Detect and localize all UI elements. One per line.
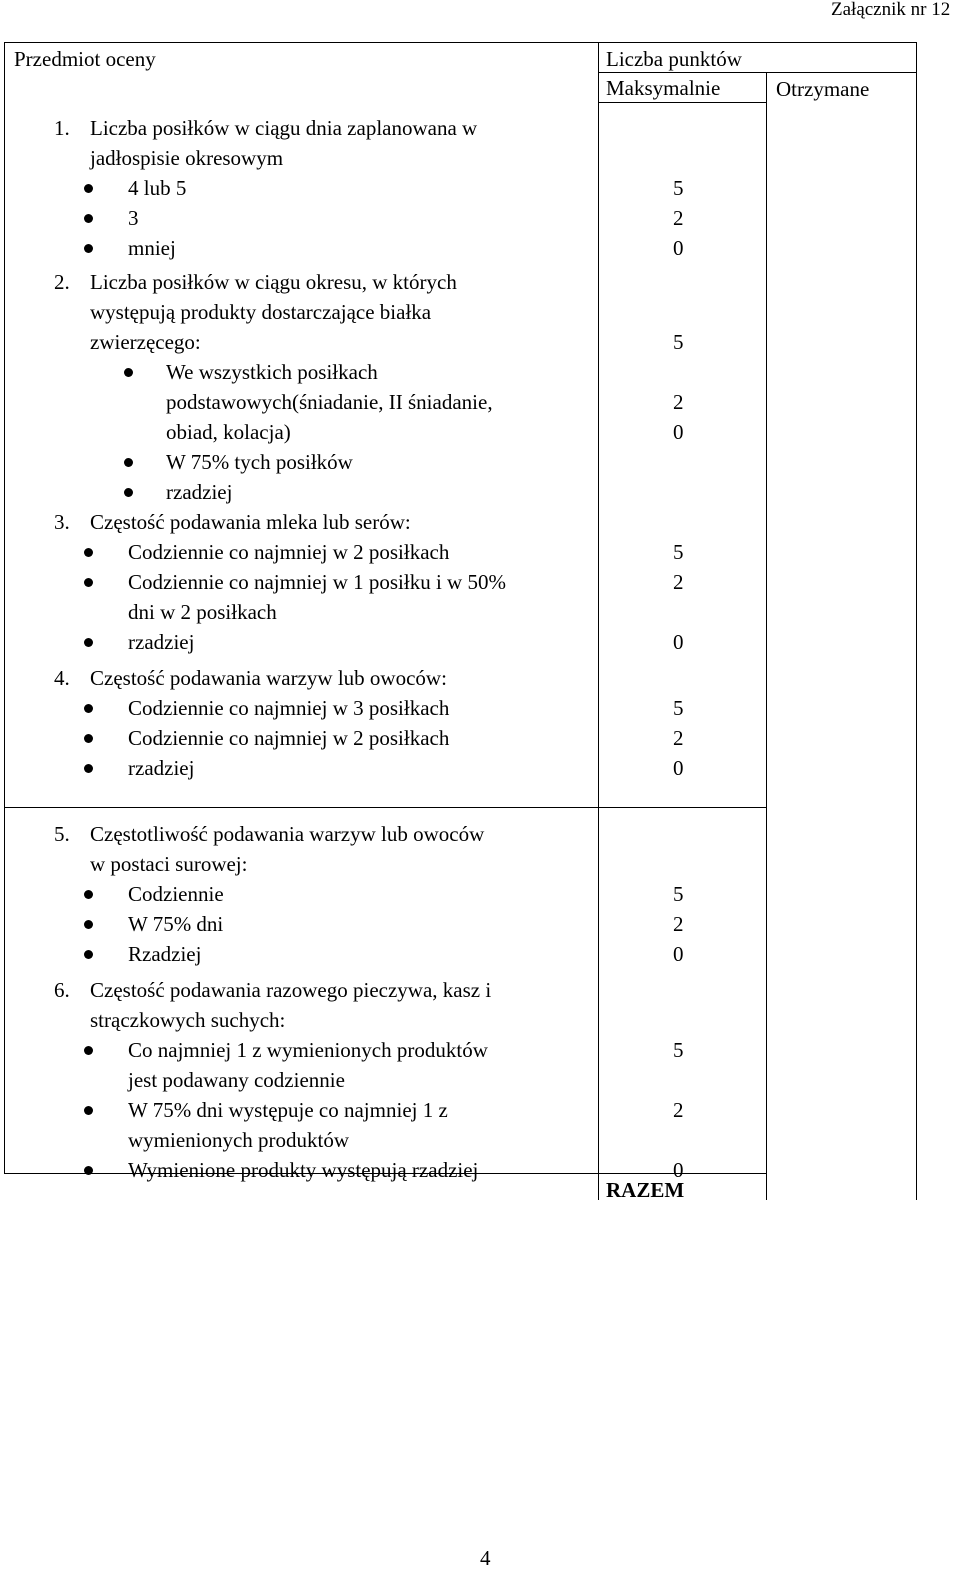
max-points: 2 xyxy=(673,570,684,594)
header-received: Otrzymane xyxy=(776,77,870,101)
max-points: 0 xyxy=(673,1158,684,1182)
option-text: Codziennie co najmniej w 1 posiłku i w 50% xyxy=(128,570,506,594)
bullet-icon xyxy=(84,578,93,587)
max-points: 5 xyxy=(673,1038,684,1062)
option-text: W 75% tych posiłków xyxy=(166,450,353,474)
option-text: W 75% dni xyxy=(128,912,224,936)
option-text: wymienionych produktów xyxy=(128,1128,350,1152)
max-points: 5 xyxy=(673,882,684,906)
option-text: podstawowych(śniadanie, II śniadanie, xyxy=(166,390,493,414)
bullet-icon xyxy=(84,184,93,193)
option-text: Wymienione produkty występują rzadziej xyxy=(128,1158,479,1182)
option-text: mniej xyxy=(128,236,176,260)
item-question-line: zwierzęcego: xyxy=(90,330,201,354)
header-points: Liczba punktów xyxy=(606,47,742,71)
item-question-line: Częstość podawania mleka lub serów: xyxy=(90,510,411,534)
option-text: obiad, kolacja) xyxy=(166,420,291,444)
option-text: jest podawany codziennie xyxy=(128,1068,345,1092)
bullet-icon xyxy=(84,548,93,557)
max-points: 2 xyxy=(673,1098,684,1122)
option-text: Codziennie xyxy=(128,882,224,906)
bullet-icon xyxy=(124,458,133,467)
option-text: dni w 2 posiłkach xyxy=(128,600,277,624)
bullet-icon xyxy=(84,1046,93,1055)
option-text: Rzadziej xyxy=(128,942,202,966)
max-points: 2 xyxy=(673,206,684,230)
bullet-icon xyxy=(84,638,93,647)
option-text: Codziennie co najmniej w 2 posiłkach xyxy=(128,540,450,564)
max-points: 0 xyxy=(673,236,684,260)
item-number: 5. xyxy=(54,822,70,846)
option-text: Codziennie co najmniej w 3 posiłkach xyxy=(128,696,450,720)
item-number: 2. xyxy=(54,270,70,294)
item-question-line: w postaci surowej: xyxy=(90,852,248,876)
bullet-icon xyxy=(84,890,93,899)
item-question-line: jadłospisie okresowym xyxy=(90,146,284,170)
total-label: RAZEM xyxy=(606,1178,685,1202)
max-points: 2 xyxy=(673,390,684,414)
max-points: 0 xyxy=(673,630,684,654)
option-text: 3 xyxy=(128,206,139,230)
max-points: 0 xyxy=(673,942,684,966)
item-question-line: Liczba posiłków w ciągu dnia zaplanowana w xyxy=(90,116,478,140)
item-question-line: występują produkty dostarczające białka xyxy=(90,300,432,324)
max-points: 0 xyxy=(673,420,684,444)
item-number: 1. xyxy=(54,116,70,140)
bullet-icon xyxy=(124,488,133,497)
item-number: 6. xyxy=(54,978,70,1002)
bullet-icon xyxy=(84,244,93,253)
max-points: 5 xyxy=(673,176,684,200)
header-max: Maksymalnie xyxy=(606,76,721,100)
max-points: 5 xyxy=(673,330,684,354)
option-text: Co najmniej 1 z wymienionych produktów xyxy=(128,1038,488,1062)
page-number: 4 xyxy=(480,1546,491,1570)
option-text: We wszystkich posiłkach xyxy=(166,360,378,384)
max-points: 2 xyxy=(673,912,684,936)
bullet-icon xyxy=(84,1166,93,1175)
bullet-icon xyxy=(84,764,93,773)
option-text: rzadziej xyxy=(128,630,195,654)
max-points: 5 xyxy=(673,696,684,720)
header-subject: Przedmiot oceny xyxy=(14,47,156,71)
item-question-line: Częstotliwość podawania warzyw lub owoców xyxy=(90,822,485,846)
bullet-icon xyxy=(124,368,133,377)
option-text: Codziennie co najmniej w 2 posiłkach xyxy=(128,726,450,750)
item-question-line: Częstość podawania razowego pieczywa, kasz i xyxy=(90,978,492,1002)
max-points: 5 xyxy=(673,540,684,564)
item-question-line: strączkowych suchych: xyxy=(90,1008,286,1032)
attachment-label: Załącznik nr 12 xyxy=(831,0,951,20)
bullet-icon xyxy=(84,1106,93,1115)
item-number: 4. xyxy=(54,666,70,690)
item-question-line: Liczba posiłków w ciągu okresu, w których xyxy=(90,270,457,294)
bullet-icon xyxy=(84,920,93,929)
option-text: rzadziej xyxy=(166,480,233,504)
bullet-icon xyxy=(84,214,93,223)
bullet-icon xyxy=(84,704,93,713)
bullet-icon xyxy=(84,950,93,959)
max-points: 2 xyxy=(673,726,684,750)
max-points: 0 xyxy=(673,756,684,780)
option-text: rzadziej xyxy=(128,756,195,780)
option-text: W 75% dni występuje co najmniej 1 z xyxy=(128,1098,448,1122)
item-question-line: Częstość podawania warzyw lub owoców: xyxy=(90,666,447,690)
item-number: 3. xyxy=(54,510,70,534)
option-text: 4 lub 5 xyxy=(128,176,187,200)
bullet-icon xyxy=(84,734,93,743)
